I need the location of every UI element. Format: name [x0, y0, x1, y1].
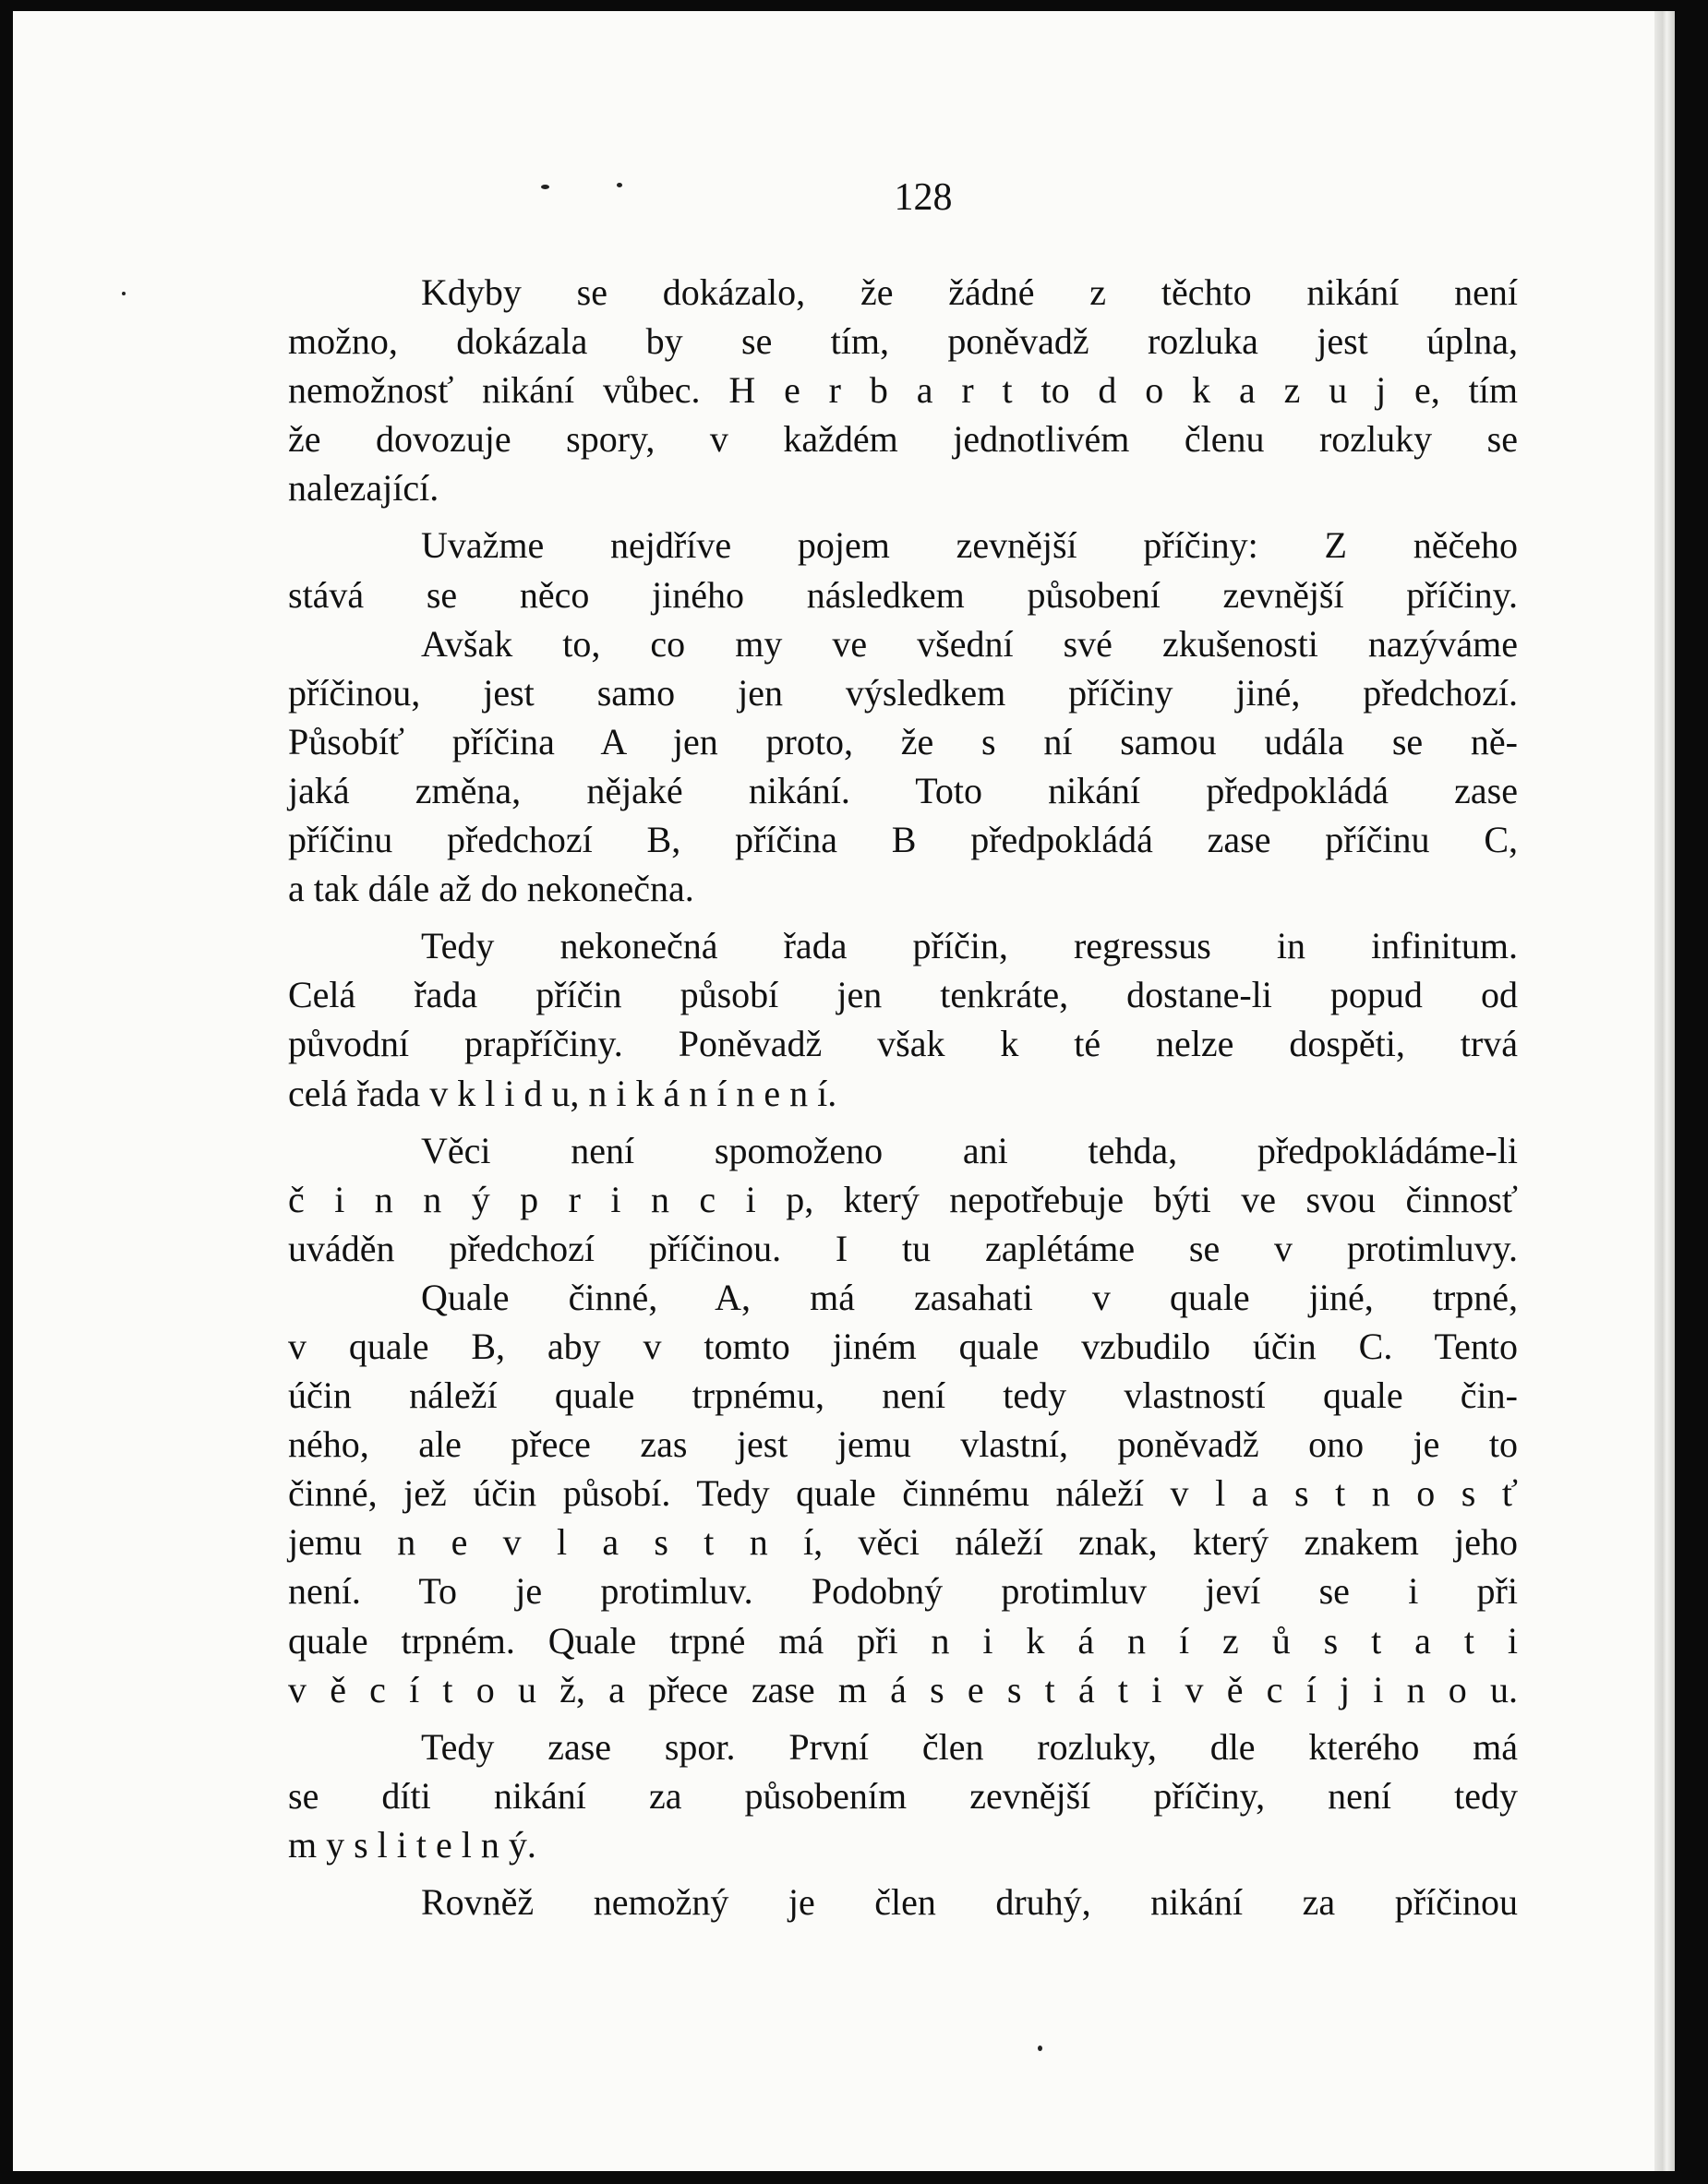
dust-speck [617, 183, 622, 187]
text-line: Působíť příčina A jen proto, že s ní samou udála se ně- [288, 720, 1518, 762]
text-line: uváděn předchozí příčinou. I tu zaplétáme se v protimluvy. [288, 1227, 1518, 1269]
text-line: možno, dokázala by se tím, poněvadž rozluka jest úplna, [288, 320, 1518, 363]
text-line: jaká změna, nějaké nikání. Toto nikání předpokládá zase [288, 769, 1518, 811]
text-line: Kdyby se dokázalo, že žádné z těchto nikání není [421, 271, 1518, 313]
text-line: Věci není spomoženo ani tehda, předpokládáme-li [421, 1129, 1518, 1171]
text-line: Uvažme nejdříve pojem zevnější příčiny: Z něčeho [421, 524, 1518, 567]
text-line: Tedy nekonečná řada příčin, regressus in infinitum. [421, 925, 1518, 967]
text-line: Avšak to, co my ve všední své zkušenosti nazýváme [421, 622, 1518, 665]
text-line: nalezající. [288, 467, 439, 510]
body-text [288, 268, 1518, 1926]
page-number: 128 [894, 176, 953, 219]
page-edge-shadow [1654, 11, 1675, 2171]
text-line: není. To je protimluv. Podobný protimluv jeví se i při [288, 1570, 1518, 1613]
text-line: účin náleží quale trpnému, není tedy vlastností quale čin- [288, 1374, 1518, 1417]
text-line: původní prapříčiny. Poněvadž však k té nelze dospěti, trvá [288, 1023, 1518, 1065]
dust-speck [122, 292, 126, 295]
text-line: ného, ale přece zas jest jemu vlastní, poněvadž ono je to [288, 1423, 1518, 1466]
text-line: celá řada v k l i d u, n i k á n í n e n í. [288, 1072, 837, 1114]
text-line: a tak dále až do nekonečna. [288, 868, 694, 910]
text-line: v ě c í t o u ž, a přece zase m á s e s t á t i v ě c í j i n o u. [288, 1668, 1518, 1710]
text-line: Quale činné, A, má zasahati v quale jiné, trpné, [421, 1276, 1518, 1318]
text-line: quale trpném. Quale trpné má při n i k á n í z ů s t a t i [288, 1619, 1518, 1662]
text-line: že dovozuje spory, v každém jednotlivém členu rozluky se [288, 418, 1518, 461]
text-line: jemu n e v l a s t n í, věci náleží znak, který znakem jeho [288, 1521, 1518, 1564]
dust-speck [541, 185, 549, 189]
text-line: se díti nikání za působením zevnější příčiny, není tedy [288, 1774, 1518, 1817]
text-line: č i n n ý p r i n c i p, který nepotřebuje býti ve svou činnosť [288, 1178, 1518, 1220]
text-line: příčinou, jest samo jen výsledkem příčiny jiné, předchozí. [288, 671, 1518, 714]
text-line: Celá řada příčin působí jen tenkráte, dostane-li popud od [288, 974, 1518, 1016]
text-line: Tedy zase spor. První člen rozluky, dle kterého má [421, 1725, 1518, 1768]
text-line: činné, jež účin působí. Tedy quale činnému náleží v l a s t n o s ť [288, 1472, 1518, 1515]
text-line: m y s l i t e l n ý. [288, 1823, 536, 1866]
text-line: v quale B, aby v tomto jiném quale vzbudilo účin C. Tento [288, 1325, 1518, 1367]
text-line: nemožnosť nikání vůbec. H e r b a r t to d o k a z u j e, tím [288, 369, 1518, 412]
text-line: Rovněž nemožný je člen druhý, nikání za příčinou [421, 1881, 1518, 1923]
text-line: stává se něco jiného následkem působení zevnější příčiny. [288, 573, 1518, 616]
dust-speck [1038, 2046, 1042, 2051]
text-line: příčinu předchozí B, příčina B předpokládá zase příčinu C, [288, 819, 1518, 861]
